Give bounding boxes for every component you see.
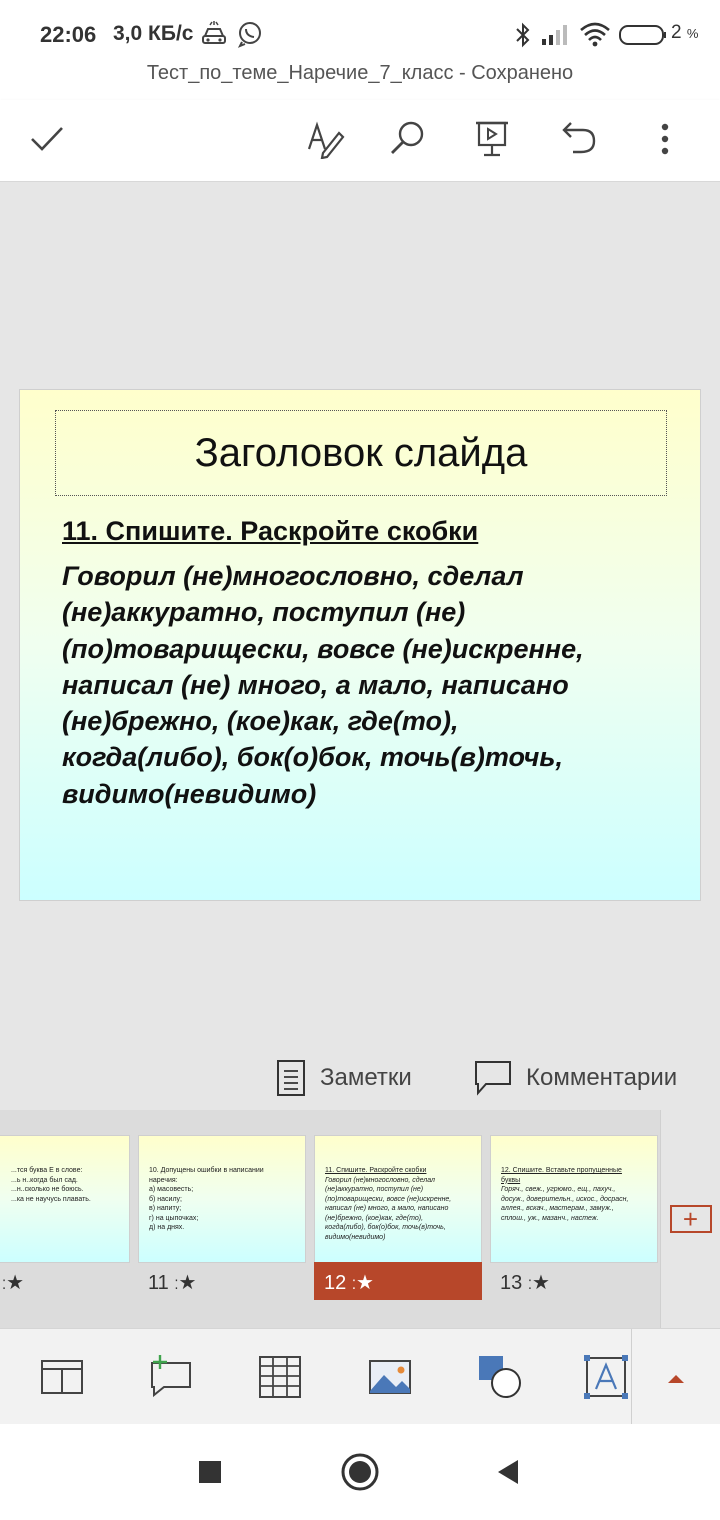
layout-icon[interactable] xyxy=(36,1351,88,1403)
search-icon[interactable] xyxy=(380,112,434,166)
comments-label: Комментарии xyxy=(526,1064,678,1091)
thumbnail-text: 12. Спишите. Вставьте пропущенные буквы Горяч., свеж., угрюмо., ещ., пахуч., досуж., доверительн., искос., досрасн, аллея., вскач., мастерам., замуж., сплош., уж., мазанч., настеж. xyxy=(501,1167,629,1222)
wifi-icon xyxy=(578,20,612,48)
undo-icon[interactable] xyxy=(552,112,606,166)
comments-button[interactable] xyxy=(474,1058,677,1098)
thumbnail-text: 11. Спишите. Раскройте скобки Говорил (не)многословно, сделал (не)аккуратно, поступил (не) (по)товарищески, вовсе (не)искренне, написал (не) много, а мало, написано (не)брежно, (кое)как, где(то), когда(либо), бок(о)бок, точь(в)точь, видимо(невидимо) xyxy=(325,1167,452,1241)
notes-icon xyxy=(276,1059,306,1097)
expand-up-icon[interactable] xyxy=(650,1351,702,1403)
status-time: 22:06 xyxy=(40,22,97,47)
system-nav-bar xyxy=(0,1424,720,1520)
add-slide-button[interactable] xyxy=(660,1110,720,1328)
insert-toolbar xyxy=(0,1328,720,1424)
more-icon[interactable] xyxy=(638,112,692,166)
status-bar xyxy=(0,0,720,62)
notes-comments-bar xyxy=(0,1046,720,1110)
slide-thumbnail[interactable] xyxy=(0,1135,130,1263)
signal-icon xyxy=(540,24,570,46)
plus-icon: + xyxy=(670,1205,712,1233)
slide[interactable] xyxy=(19,389,701,901)
slide-task-heading: 11. Спишите. Раскройте скобки xyxy=(62,516,479,546)
textbox-icon[interactable] xyxy=(580,1351,632,1403)
shapes-icon[interactable] xyxy=(474,1351,526,1403)
top-toolbar xyxy=(0,100,720,182)
whatsapp-icon xyxy=(236,20,264,48)
slide-thumbnail[interactable] xyxy=(138,1135,306,1263)
back-icon[interactable] xyxy=(488,1452,528,1492)
slide-body-line: (не)аккуратно, поступил (не) xyxy=(62,597,466,628)
slide-body-line: (не)брежно, (кое)как, где(то), xyxy=(62,706,459,737)
battery-percent: 2 % xyxy=(671,22,699,43)
slide-body-line: Говорил (не)многословно, сделал xyxy=(62,561,524,591)
car-icon xyxy=(200,20,228,48)
home-icon[interactable] xyxy=(338,1450,382,1494)
thumbnail-number-selected[interactable]: 12 ⁚★ xyxy=(314,1262,482,1300)
slide-thumbnail[interactable] xyxy=(490,1135,658,1263)
slide-title-placeholder[interactable] xyxy=(55,410,667,496)
status-network-speed: 3,0 КБ/с xyxy=(113,22,194,45)
slide-body-line: видимо(невидимо) xyxy=(62,778,317,809)
notes-label: Заметки xyxy=(320,1064,412,1091)
table-icon[interactable] xyxy=(254,1351,306,1403)
slide-canvas[interactable] xyxy=(0,182,720,1046)
battery-icon xyxy=(619,24,667,46)
thumbnail-text: ...тся буква Е в слове: ...ь н..когда был сад. ...н..сколько не боюсь. ...ка не научусь плавать. xyxy=(11,1167,91,1203)
check-icon[interactable] xyxy=(20,112,74,166)
thumbnail-number[interactable]: 13 ⁚★ xyxy=(500,1272,550,1294)
present-icon[interactable] xyxy=(465,112,519,166)
slide-title: Заголовок слайда xyxy=(194,430,528,475)
thumbnail-number[interactable]: 11 ⁚★ xyxy=(148,1272,197,1294)
comment-icon xyxy=(474,1060,512,1096)
recents-icon[interactable] xyxy=(190,1452,230,1492)
thumbnail-number[interactable]: ⁚★ xyxy=(2,1272,25,1294)
slide-body-text[interactable] xyxy=(62,558,682,812)
new-comment-icon[interactable] xyxy=(144,1351,196,1403)
slide-body-line: написал (не) много, а мало, написано xyxy=(62,669,569,700)
slide-body-line: когда(либо), бок(о)бок, точь(в)точь, xyxy=(62,742,563,773)
pen-icon[interactable] xyxy=(298,112,352,166)
slide-thumbnails-strip[interactable] xyxy=(0,1110,720,1328)
document-title: Тест_по_теме_Наречие_7_класс - Сохранено xyxy=(0,62,720,100)
bluetooth-icon xyxy=(514,22,532,48)
picture-icon[interactable] xyxy=(364,1351,416,1403)
toolbar-divider xyxy=(631,1329,632,1425)
thumbnail-text: 10. Допущены ошибки в написании наречия: а) масовесть; б) насилу; в) напиту; г) на цыпочках; д) на днях. xyxy=(149,1167,264,1231)
notes-button[interactable] xyxy=(276,1058,412,1098)
slide-thumbnail-selected[interactable] xyxy=(314,1135,482,1263)
slide-body-line: (по)товарищески, вовсе (не)искренне, xyxy=(62,633,584,664)
